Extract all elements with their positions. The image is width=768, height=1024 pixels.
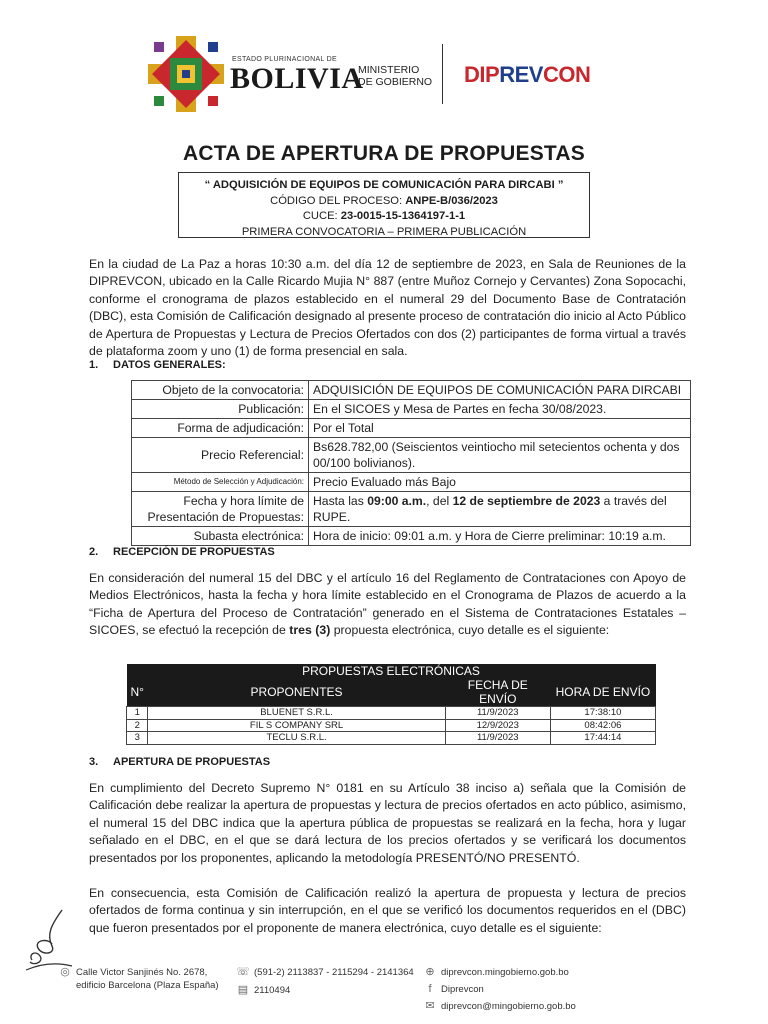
section-number: 2. (89, 546, 99, 558)
table-row (132, 381, 691, 400)
call-info: PRIMERA CONVOCATORIA – PRIMERA PUBLICACIÓN (241, 225, 527, 238)
column-header: FECHA DE ENVÍO (445, 678, 550, 707)
section-title: APERTURA DE PROPUESTAS (113, 756, 271, 768)
location-pin-icon: ◎ (60, 966, 70, 978)
section-number: 1. (89, 359, 99, 371)
logo-part3: CON (542, 62, 591, 87)
footer-web (423, 964, 576, 1015)
table-row (127, 707, 656, 720)
bidder-name: FIL S COMPANY SRL (148, 719, 445, 732)
footer-phones (236, 966, 414, 997)
paragraph-text: En consideración del numeral 15 del DBC y el artículo 16 del Reglamento de Contrataciones con Apoyo de Medios Electrónicos, hasta la fecha y hora límite establecido en el Cronograma de Plazos de acuerdo a la “Ficha de Apertura del Proceso de Contratación” generado en el Sistema de Contrataciones Estatales – SICOES, se efectuó la recepción de (89, 571, 686, 638)
ministry-line1: MINISTERIO (358, 64, 420, 76)
table-caption: PROPUESTAS ELECTRÓNICAS (127, 664, 656, 678)
section-title: DATOS GENERALES: (113, 359, 226, 371)
section-title: RECEPCIÓN DE PROPUESTAS (113, 546, 275, 558)
table-row (132, 419, 691, 438)
bolivia-emblem-icon (146, 34, 226, 114)
logo-part1: DIP (464, 62, 500, 87)
row-value: Precio Evaluado más Bajo (309, 473, 691, 492)
row-number: 3 (127, 732, 148, 745)
column-header: PROPONENTES (148, 678, 445, 707)
footer-address (58, 966, 219, 992)
email-icon: ✉ (425, 1000, 435, 1012)
cuce-line (179, 209, 589, 225)
cuce-code: 23-0015-15-1364197-1-1 (340, 210, 466, 222)
section-heading-opening (89, 756, 270, 768)
section-heading-general-data (89, 359, 226, 371)
send-time: 17:38:10 (550, 707, 655, 720)
process-code: ANPE-B/036/2023 (405, 194, 498, 207)
table-row (127, 719, 656, 732)
send-time: 08:42:06 (550, 719, 655, 732)
section-heading-reception (89, 546, 275, 558)
process-info-box (178, 172, 590, 238)
paragraph-text: propuesta electrónica, cuyo detalle es el siguiente: (330, 623, 610, 638)
fax-icon: ▤ (237, 984, 249, 996)
state-label: ESTADO PLURINACIONAL DE (232, 56, 337, 63)
row-value (309, 492, 691, 527)
value-text: , del (426, 494, 453, 508)
section-number: 3. (89, 756, 99, 768)
reception-paragraph (89, 570, 686, 640)
send-date: 11/9/2023 (445, 732, 550, 745)
address-line2: edificio Barcelona (Plaza España) (76, 980, 219, 991)
value-text: a través del RUPE. (313, 494, 667, 524)
document-title: ACTA DE APERTURA DE PROPUESTAS (183, 142, 585, 165)
bidder-name: TECLU S.R.L. (148, 732, 445, 745)
send-date: 11/9/2023 (445, 707, 550, 720)
row-label: Fecha y hora límite de Presentación de Propuestas: (132, 492, 309, 527)
send-date: 12/9/2023 (445, 719, 550, 732)
fax-number: 2110494 (254, 985, 291, 996)
column-header: HORA DE ENVÍO (550, 678, 655, 707)
table-row (127, 732, 656, 745)
process-name: “ ADQUISICIÓN DE EQUIPOS DE COMUNICACIÓN PARA DIRCABI ” (204, 179, 564, 191)
table-caption-row (127, 664, 656, 678)
process-code-label: CÓDIGO DEL PROCESO: (270, 194, 406, 207)
value-text: Hasta las (313, 494, 368, 508)
letterhead (146, 34, 606, 114)
page-footer (0, 962, 768, 1024)
row-value: En el SICOES y Mesa de Partes en fecha 30/08/2023. (309, 400, 691, 419)
table-row (132, 527, 691, 546)
phone-icon: ☏ (236, 966, 250, 978)
row-value: Bs628.782,00 (Seiscientos veintiocho mil setecientos ochenta y dos 00/100 bolivianos). (309, 438, 691, 473)
proposals-table (126, 664, 656, 745)
row-label: Método de Selección y Adjudicación: (132, 473, 309, 492)
deadline-date: 12 de septiembre de 2023 (452, 494, 601, 508)
opening-paragraph-2: En consecuencia, esta Comisión de Calificación realizó la apertura de propuesta y lectura de precios ofertados de forma continua y sin interrupción, en el que se verificó los documentos requeridos en el (DBC) que fueron presentados por el proponente de manera electrónica, cuyo detalle es el siguiente: (89, 886, 686, 935)
address-line1: Calle Victor Sanjinés No. 2678, (76, 967, 208, 978)
process-code-line (179, 194, 589, 210)
table-row (132, 400, 691, 419)
table-row (132, 438, 691, 473)
row-label: Subasta electrónica: (132, 527, 309, 546)
column-header: N° (127, 678, 148, 707)
opening-paragraph-1: En cumplimiento del Decreto Supremo N° 0181 en su Artículo 38 inciso a) señala que la Comisión de Calificación debe realizar la apertura de propuestas y lectura de precios ofertados en acto público, asimismo, el numeral 15 del DBC indica que la apertura pública de propuestas se realizará en la fecha, hora y lugar señalado en el DBC, en el que se dará lectura de los precios ofertados y se verificará los documentos presentados por los proponentes, aplicando la metodología PRESENTÓ/NO PRESENTÓ. (89, 781, 686, 865)
bidder-name: BLUENET S.R.L. (148, 707, 445, 720)
logo-part2: REV (499, 62, 543, 87)
table-row (132, 473, 691, 492)
phone-numbers: (591-2) 2113837 - 2115294 - 2141364 (254, 967, 414, 978)
table-header-row (127, 678, 656, 707)
row-value: Por el Total (309, 419, 691, 438)
ministry-line2: DE GOBIERNO (358, 76, 433, 88)
table-row (132, 492, 691, 527)
row-value: Hora de inicio: 09:01 a.m. y Hora de Cierre preliminar: 10:19 a.m. (309, 527, 691, 546)
country-name: BOLIVIA (230, 62, 364, 95)
row-label: Forma de adjudicación: (132, 419, 309, 438)
facebook-icon: f (428, 983, 432, 995)
row-label: Objeto de la convocatoria: (132, 381, 309, 400)
proposal-count: tres (3) (289, 623, 331, 638)
general-data-table (131, 380, 691, 546)
cuce-label: CUCE: (302, 210, 341, 222)
globe-icon: ⊕ (425, 966, 435, 978)
row-value: ADQUISICIÓN DE EQUIPOS DE COMUNICACIÓN PARA DIRCABI (309, 381, 691, 400)
row-number: 1 (127, 707, 148, 720)
header-divider (442, 44, 443, 104)
diprevcon-logo (464, 62, 590, 88)
row-label: Precio Referencial: (132, 438, 309, 473)
ministry-name (358, 64, 432, 88)
email-link[interactable]: diprevcon@mingobierno.gob.bo (441, 1001, 576, 1012)
intro-paragraph: En la ciudad de La Paz a horas 10:30 a.m. del día 12 de septiembre de 2023, en Sala de Reuniones de la DIPREVCON, ubicado en la Calle Ricardo Mujia N° 887 (entre Muñoz Cornejo y Cervantes) Zona Sopocachi, conforme el cronograma de plazos establecido en el numeral 29 del Documento Base de Contratación (DBC), esta Comisión de Calificación designado al presente proceso de contratación dio inicio al Acto Público de Apertura de Propuestas y Lectura de Precios Ofertados con dos (2) participantes de forma virtual a través de plataforma zoom y uno (1) de forma presencial en sala. (89, 257, 686, 359)
website-link[interactable]: diprevcon.mingobierno.gob.bo (441, 967, 569, 978)
facebook-link[interactable]: Diprevcon (441, 984, 484, 995)
row-label: Publicación: (132, 400, 309, 419)
send-time: 17:44:14 (550, 732, 655, 745)
deadline-time: 09:00 a.m. (367, 494, 427, 508)
row-number: 2 (127, 719, 148, 732)
